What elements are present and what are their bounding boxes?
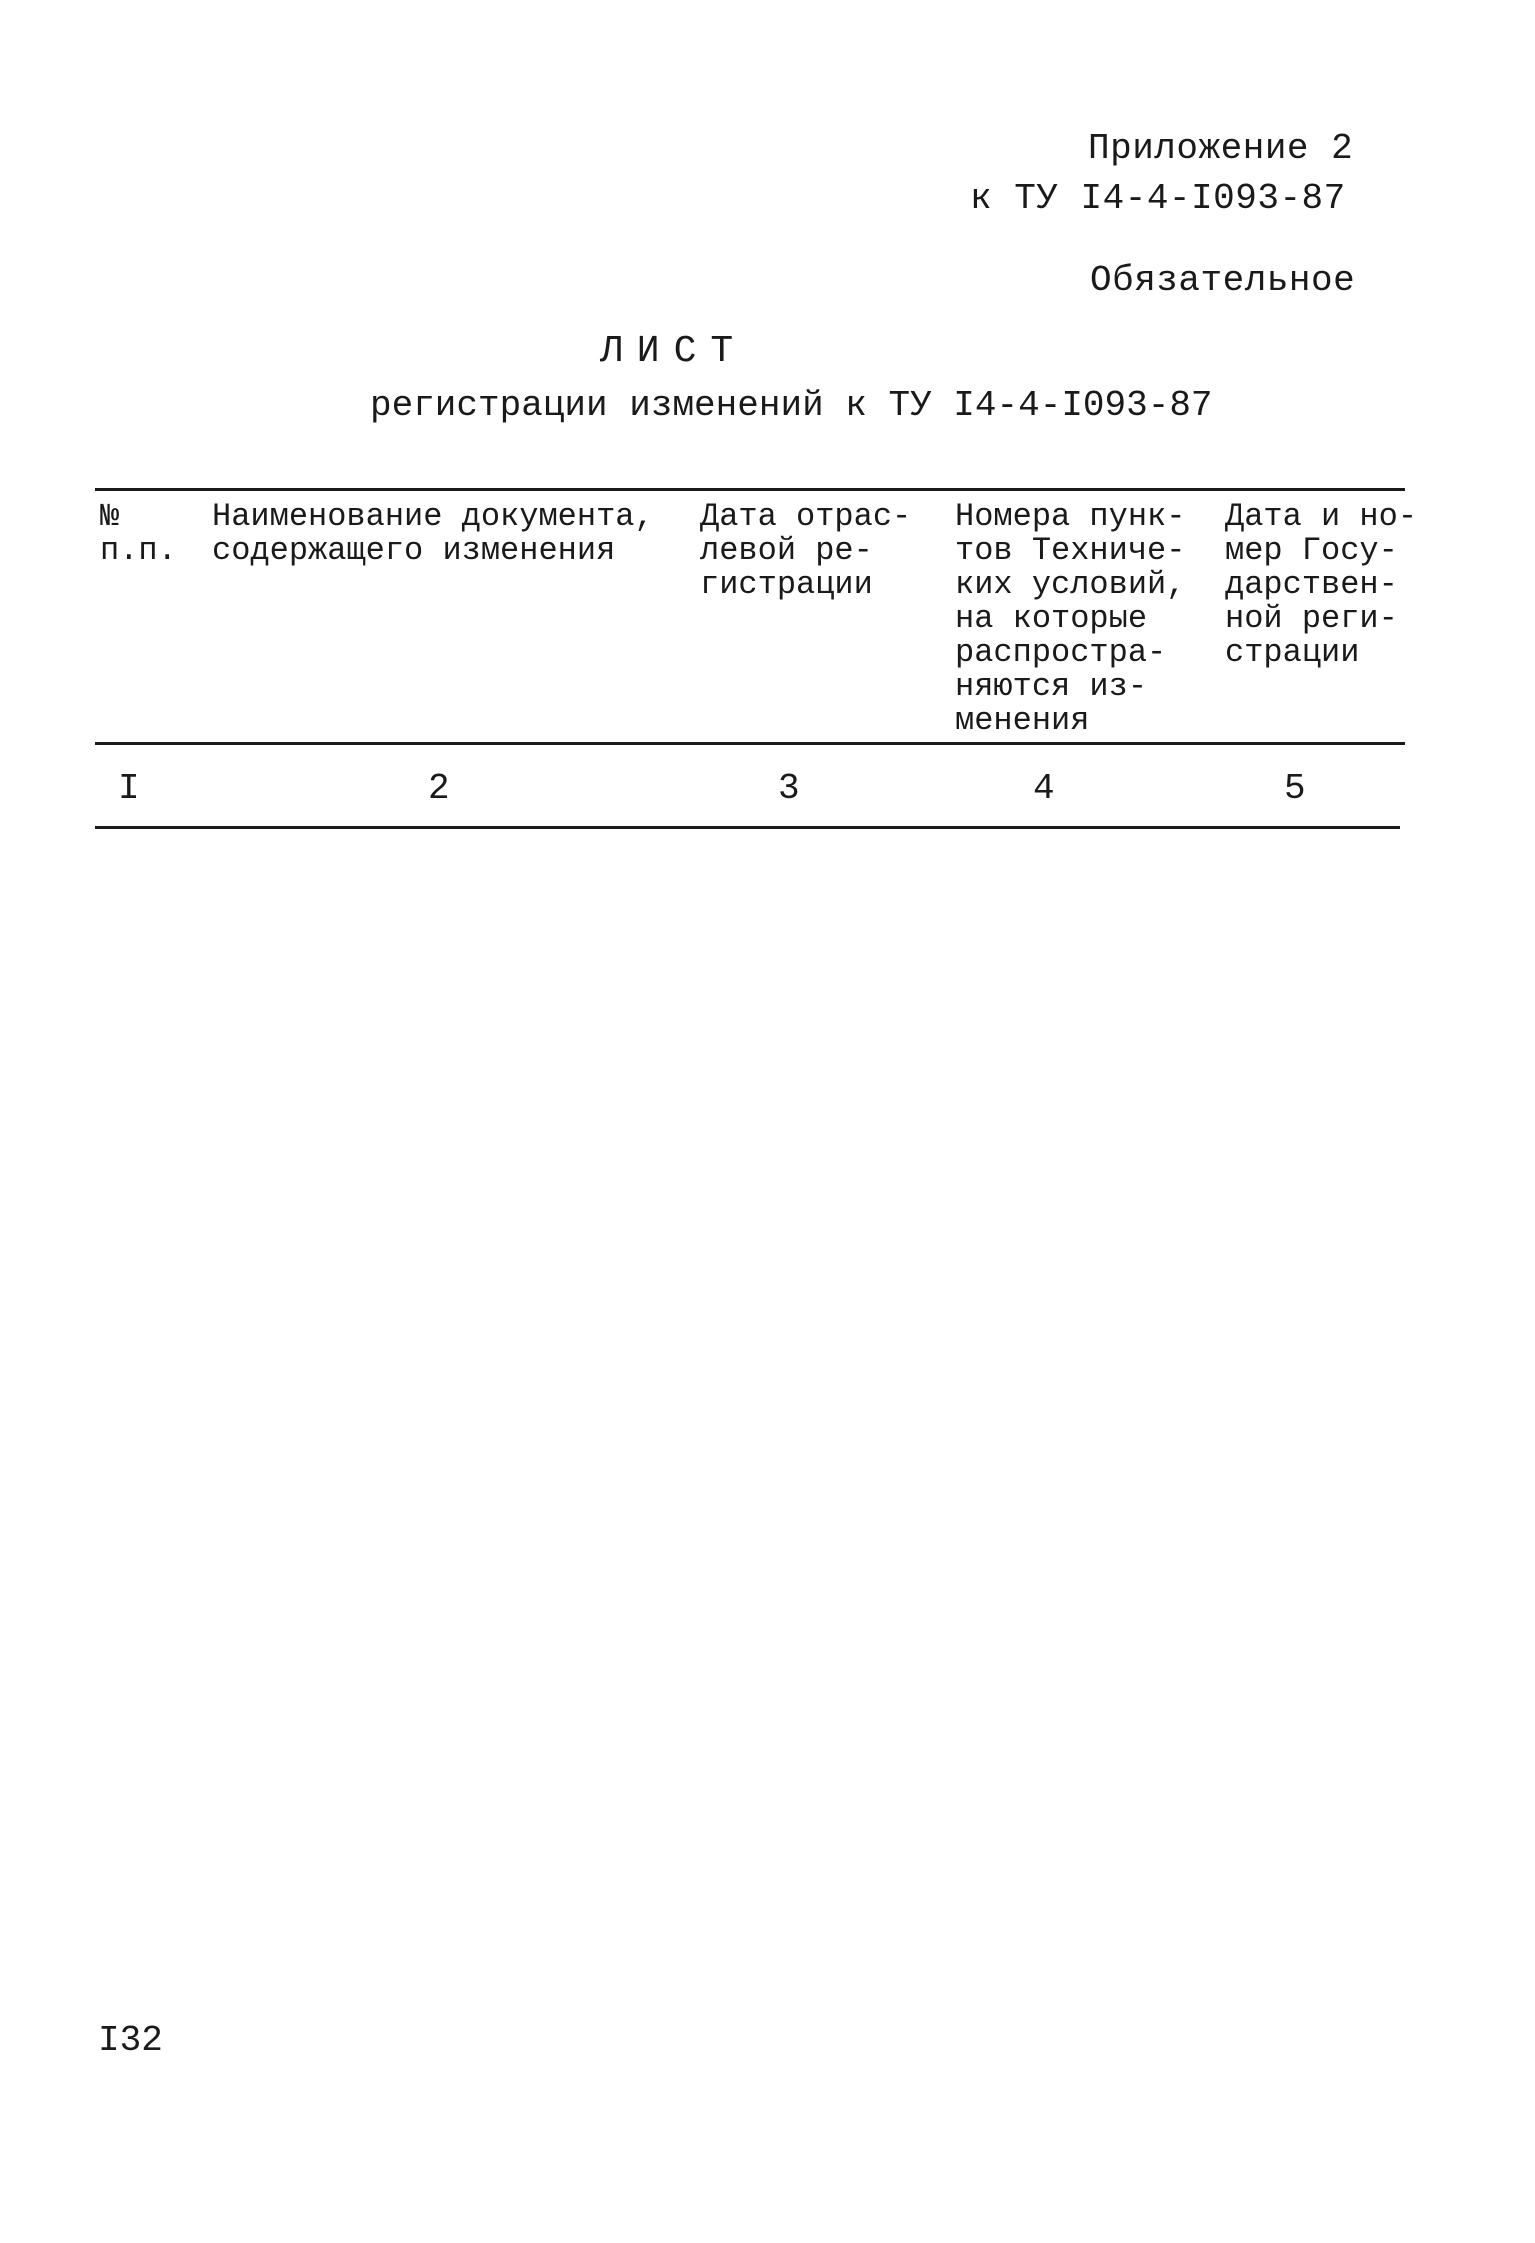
table-header-rule: [95, 742, 1405, 745]
column-header-industry-registration-date: Дата отрас- левой ре- гистрации: [700, 498, 912, 603]
column-number-1: I: [118, 768, 140, 809]
column-number-2: 2: [428, 768, 450, 809]
appendix-reference: к ТУ I4-4-I093-87: [970, 178, 1346, 219]
column-header-clause-numbers: Номера пунк- тов Техниче- ких условий, на которые распростра- няются из- менения: [955, 498, 1186, 739]
column-number-5: 5: [1284, 768, 1306, 809]
column-number-4: 4: [1033, 768, 1055, 809]
sheet-title: ЛИСТ: [600, 330, 748, 373]
mandatory-label: Обязательное: [1090, 260, 1356, 301]
appendix-title: Приложение 2: [1088, 128, 1354, 169]
page-number: I32: [98, 2020, 163, 2061]
table-top-rule: [95, 488, 1405, 491]
column-number-3: 3: [778, 768, 800, 809]
table-bottom-rule: [95, 826, 1400, 829]
column-header-document-name: Наименование документа, содержащего изменения: [212, 498, 654, 569]
sheet-subtitle: регистрации изменений к ТУ I4-4-I093-87: [370, 385, 1213, 426]
column-header-number: № п.п.: [100, 498, 177, 569]
column-header-state-registration: Дата и но- мер Госу- дарствен- ной реги- страции: [1225, 498, 1418, 671]
